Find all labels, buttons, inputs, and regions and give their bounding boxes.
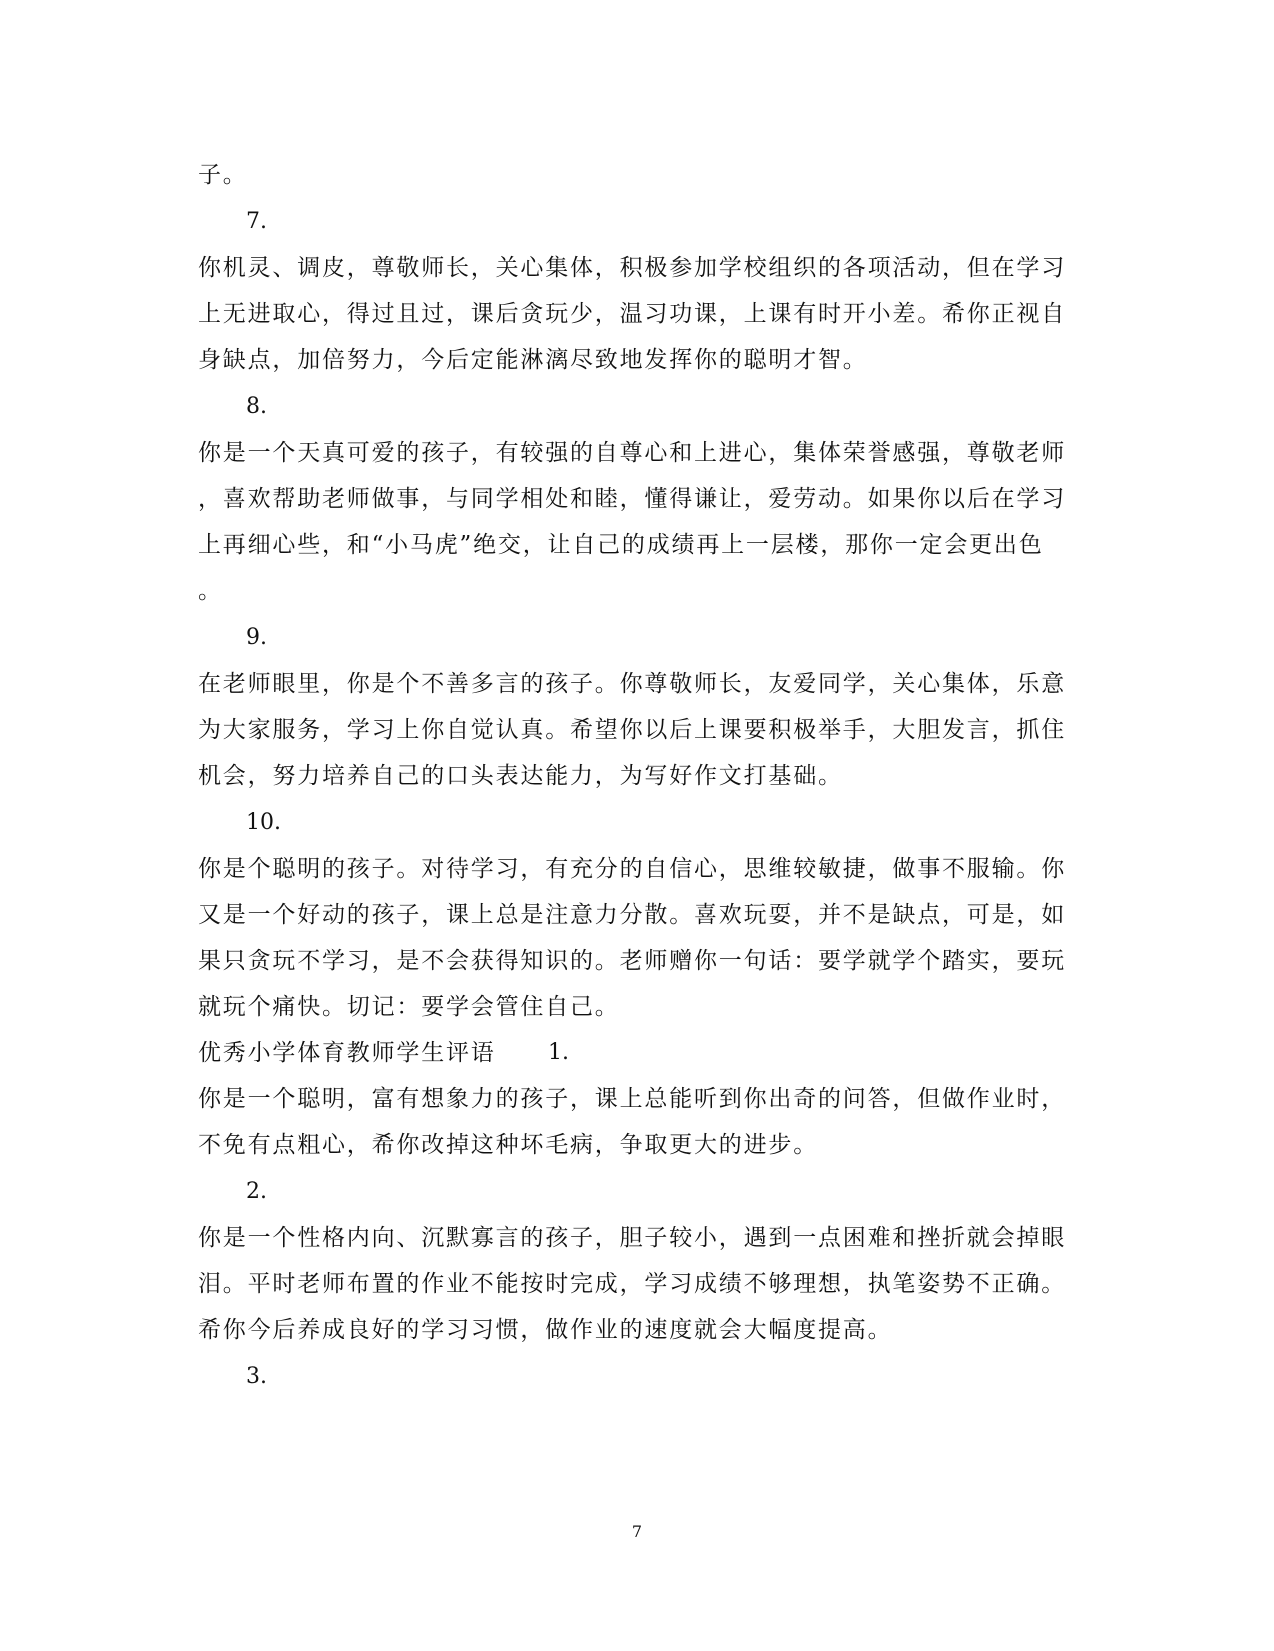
item-number: 7. (246, 209, 267, 234)
text-line: 泪。平时老师布置的作业不能按时完成，学习成绩不够理想，执笔姿势不正确。 (198, 1271, 1066, 1297)
item-number: 9. (246, 625, 267, 650)
text-line: 你是一个性格内向、沉默寡言的孩子，胆子较小，遇到一点困难和挫折就会掉眼 (198, 1225, 1066, 1251)
text-line: 身缺点，加倍努力，今后定能淋漓尽致地发挥你的聪明才智。 (198, 347, 868, 373)
text-line: 希你今后养成良好的学习习惯，做作业的速度就会大幅度提高。 (198, 1317, 893, 1343)
text-line: 为大家服务，学习上你自觉认真。希望你以后上课要积极举手，大胆发言，抓住 (198, 717, 1066, 743)
text-line: 你是个聪明的孩子。对待学习，有充分的自信心，思维较敏捷，做事不服输。你 (198, 856, 1066, 882)
text-line: 。 (198, 578, 223, 604)
text-line: 又是一个好动的孩子，课上总是注意力分散。喜欢玩耍，并不是缺点，可是，如 (198, 902, 1066, 928)
text-line: 上无进取心，得过且过，课后贪玩少，温习功课，上课有时开小差。希你正视自 (198, 301, 1066, 327)
section-heading: 优秀小学体育教师学生评语 (198, 1040, 496, 1066)
text-line: 你机灵、调皮，尊敬师长，关心集体，积极参加学校组织的各项活动，但在学习 (198, 255, 1066, 281)
text-line: ，喜欢帮助老师做事，与同学相处和睦，懂得谦让，爱劳动。如果你以后在学习 (198, 486, 1066, 512)
item-number: 1. (548, 1040, 569, 1065)
text-line: 在老师眼里，你是个不善多言的孩子。你尊敬师长，友爱同学，关心集体，乐意 (198, 671, 1066, 697)
page-number: 7 (631, 1522, 643, 1541)
text-line: 你是一个聪明，富有想象力的孩子，课上总能听到你出奇的问答，但做作业时， (198, 1086, 1066, 1112)
item-number: 2. (246, 1179, 267, 1204)
text-line: 你是一个天真可爱的孩子，有较强的自尊心和上进心，集体荣誉感强，尊敬老师 (198, 440, 1066, 466)
text-line: 果只贪玩不学习，是不会获得知识的。老师赠你一句话：要学就学个踏实，要玩 (198, 948, 1066, 974)
item-number: 10. (246, 810, 281, 835)
text-line: 子。 (198, 162, 248, 188)
text-line: 不免有点粗心，希你改掉这种坏毛病，争取更大的进步。 (198, 1132, 818, 1158)
item-number: 8. (246, 394, 267, 419)
text-line: 机会，努力培养自己的口头表达能力，为写好作文打基础。 (198, 763, 843, 789)
text-line: 上再细心些，和“小马虎”绝交，让自己的成绩再上一层楼，那你一定会更出色 (198, 532, 1044, 558)
text-line: 就玩个痛快。切记：要学会管住自己。 (198, 994, 620, 1020)
item-number: 3. (246, 1364, 267, 1389)
